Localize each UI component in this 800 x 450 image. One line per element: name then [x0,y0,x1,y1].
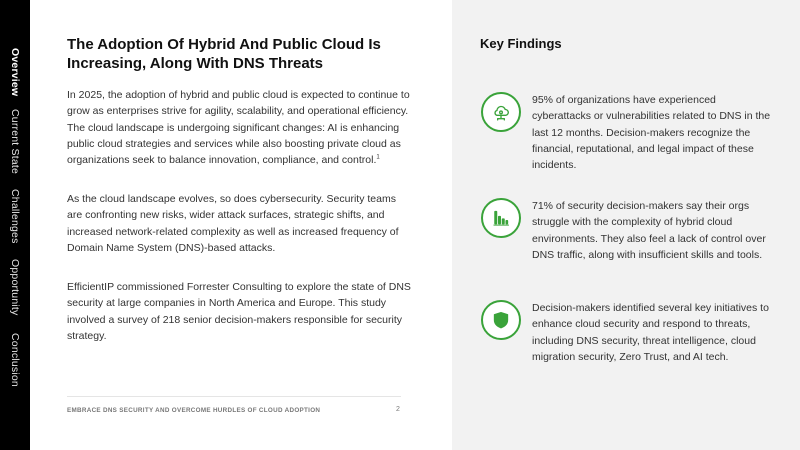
finding-text: Decision-makers identified several key initiatives to enhance cloud security and respond to threats, including DNS security, threat intelligence, cloud migration security, Zero Trust, and AI tech. [532,302,769,363]
nav-item-conclusion[interactable]: Conclusion [9,333,21,387]
finding-text: 95% of organizations have experienced cyberattacks or vulnerabilities related to DNS in the last 12 months. Decision-makers recognize the financial, reputational, and legal impact of these incidents. [532,94,771,172]
footer-title: EMBRACE DNS SECURITY AND OVERCOME HURDLES OF CLOUD ADOPTION [67,407,321,414]
finding-text: 71% of security decision-makers say their orgs struggle with the complexity of hybrid cloud environments. They also feel a lack of control over DNS traffic, along with insufficient skills and tools. [532,200,766,261]
intro-paragraph-text: In 2025, the adoption of hybrid and public cloud is expected to continue to grow as enterprises strive for agility, scalability, and operational efficiency. The cloud landscape is undergoing significant changes: AI is enhancing public cloud strategies and services while also boosting private cloud as organizations seek to balance innovation, compliance, and control. [67,89,410,167]
nav-item-current-state[interactable]: Current State [9,109,21,175]
intro-paragraph [67,87,413,168]
section-sidebar [0,0,30,450]
nav-item-overview[interactable]: Overview [9,48,21,97]
footer-divider [67,396,401,397]
page-title: The Adoption Of Hybrid And Public Cloud Is Increasing, Along With DNS Threats [67,36,381,72]
key-findings-panel [452,0,800,450]
bar-chart-icon [481,198,521,238]
study-paragraph: EfficientIP commissioned Forrester Consulting to explore the state of DNS security at large companies in North America and Europe. This study involved a survey of 218 senior decision-makers responsible for security strategy. [67,281,411,342]
main-content [30,0,452,450]
footnote-marker[interactable]: 1 [376,154,380,161]
nav-item-challenges[interactable]: Challenges [9,189,21,244]
key-findings-title: Key Findings [480,36,562,51]
shield-icon [481,300,521,340]
cybersecurity-paragraph: As the cloud landscape evolves, so does cybersecurity. Security teams are confronting new risks, wider attack surfaces, strategic shifts, and increased network-related complexity as well as increased frequency of Domain Name System (DNS)-based attacks. [67,193,399,254]
nav-item-opportunity[interactable]: Opportunity [9,259,21,316]
cloud-network-icon [481,92,521,132]
page-number: 2 [396,406,400,413]
